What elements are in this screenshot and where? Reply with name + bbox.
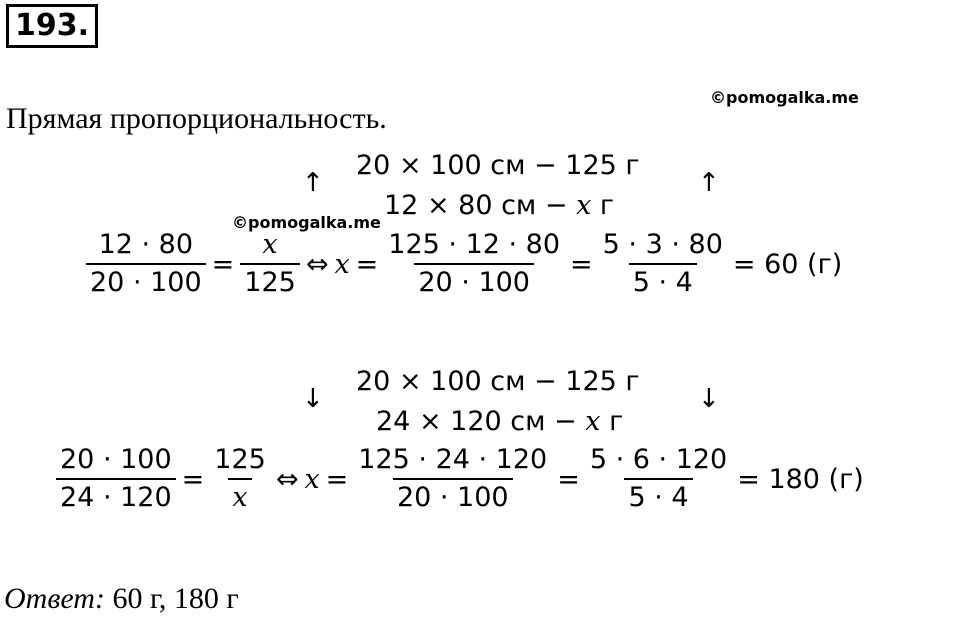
equation-1-fraction-2: $\frac{x}{125}$ [240,229,300,299]
equation-1-fraction-4: $\frac{5 \cdot 3 \cdot 80}{5 \cdot 4}$ [602,229,723,298]
equation-2-fraction-4: $\frac{5 \cdot 6 \cdot 120}{5 \cdot 4}$ [589,444,728,513]
proportion-2-row-2 [376,406,623,438]
proportion-2-row-2-pre: 24 × 120 см − [376,406,586,437]
intro-text: Прямая пропорциональность. [6,102,387,135]
answer-label: Ответ: [4,582,105,615]
answer-value: 60 г, 180 г [112,582,239,615]
equation-2: $\frac{20 \cdot 100}{24 \cdot 120}$ = $\frac{125}{x}$ ⇔ x = $\frac{125 \cdot 24 \cdot 120}{20 \cdot 100}$ = $\frac{5 \cdot 6 \cdot 120}{5 \cdot 4}$ = 180 (г) [56,444,864,514]
equation-2-fraction-2: $\frac{125}{x}$ [214,444,266,513]
proportion-1-row-2-post: г [591,190,615,221]
arrow-down-right-icon: ↓ [698,384,720,414]
proportion-1-row-2-pre: 12 × 80 см − [384,190,577,221]
equivalence-icon: ⇔ [275,463,299,495]
arrow-up-left-icon: ↑ [302,168,324,198]
equation-2-fraction-1: $\frac{20 \cdot 100}{24 \cdot 120}$ [56,444,176,514]
equation-2-fraction-3: $\frac{125 \cdot 24 \cdot 120}{20 \cdot 100}$ [358,444,548,513]
proportion-2-row-1: 20 × 100 см − 125 г [356,366,640,397]
equation-1-result: = 60 (г) [732,248,843,280]
proportion-1-row-1: 20 × 100 см − 125 г [356,150,640,181]
watermark-middle: ©pomogalka.me [232,213,381,232]
arrow-up-right-icon: ↑ [698,168,720,198]
proportion-1-row-2 [384,190,614,222]
arrow-down-left-icon: ↓ [302,384,324,414]
equation-2-result: = 180 (г) [737,463,864,495]
equivalence-icon: ⇔ [305,248,329,280]
equation-1-fraction-3: $\frac{125 \cdot 12 \cdot 80}{20 \cdot 100}$ [388,229,561,298]
proportion-1-variable: x [576,190,592,221]
proportion-2-variable: x [585,406,601,437]
watermark-top: ©pomogalka.me [710,88,859,107]
equation-1-fraction-1: $\frac{12 \cdot 80}{20 \cdot 100}$ [86,229,206,299]
answer [4,582,239,616]
proportion-2-row-2-post: г [600,406,624,437]
equation-1: $\frac{12 \cdot 80}{20 \cdot 100}$ = $\frac{x}{125}$ ⇔ x = $\frac{125 \cdot 12 \cdot 80}{20 \cdot 100}$ = $\frac{5 \cdot 3 \cdot 80}{5 \cdot 4}$ = 60 (г) [86,229,842,299]
task-number: 193. [6,4,98,48]
